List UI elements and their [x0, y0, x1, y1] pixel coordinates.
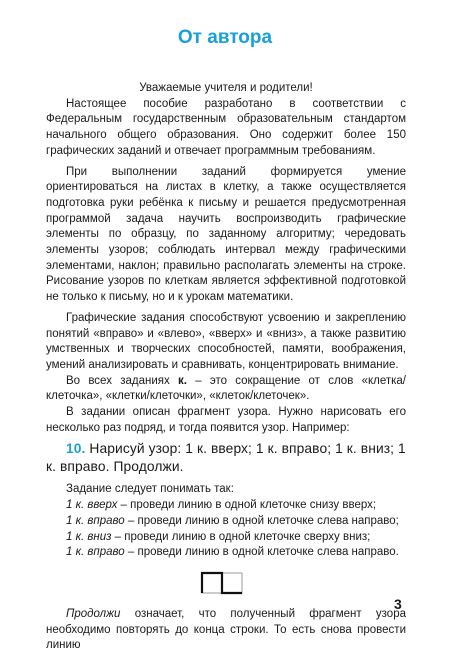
step-desc: – проведи линию в одной клеточке слева направо;	[124, 514, 399, 527]
task-number: 10.	[66, 441, 86, 457]
paragraph-2: При выполнении заданий формируется умение ориентироваться на листах в клетку, а также осуществляется подготовка руки ребёнка к письму и решается предусмотренная программой задача научить воспроизводить графические элементы по образцу, по заданному алгоритму; чередовать элементы узоров; соблюдать интервал между графическими элементами, наклон; правильно располагать элементы на строке. Рисование узоров по клеткам является эффективной подготовкой не только к письму, но и к урокам математики.	[46, 165, 406, 304]
step-row	[46, 514, 406, 530]
paragraph-continue	[46, 607, 406, 654]
greeting: Уважаемые учителя и родители!	[139, 82, 313, 94]
paragraph-abbrev	[46, 374, 406, 405]
step-term: 1 к. вверх	[66, 499, 118, 512]
step-term: 1 к. вправо	[66, 546, 125, 559]
step-desc: – проведи линию в одной клеточке снизу вверх;	[117, 499, 377, 512]
step-desc: – проведи линию в одной клеточке слева направо.	[124, 546, 399, 559]
body-text	[46, 81, 406, 654]
abbrev-bold: к.	[178, 374, 187, 387]
pattern-drawing	[198, 569, 258, 599]
grid-cell	[202, 573, 222, 593]
abbrev-before: Во всех заданиях	[66, 374, 178, 387]
continue-term: Продолжи	[66, 607, 121, 620]
step-row	[46, 545, 406, 561]
step-term: 1 к. вниз	[66, 530, 112, 543]
page-number: 3	[394, 596, 402, 612]
paragraph-1: Настоящее пособие разработано в соответствии с Федеральным государственным образовательным стандартом начального общего образования. Оно содержит более 150 графических заданий и отвечает программным требованиям.	[46, 97, 406, 157]
step-row	[46, 498, 406, 514]
task-text: Нарисуй узор: 1 к. вверх; 1 к. вправо; 1 к. вниз; 1 к. вправо. Продолжи.	[46, 441, 406, 475]
pattern-line	[202, 573, 242, 593]
page-title: От автора	[177, 27, 273, 48]
paragraph-3: Графические задания способствуют усвоению и закреплению понятий «вправо» и «влево», «вверх» и «вниз», а также развитию умственных и творческих способностей, памяти, воображения, умений анализировать и сравнивать, концентрировать внимание.	[46, 311, 406, 371]
paragraph-example-intro: В задании описан фрагмент узора. Нужно нарисовать его несколько раз подряд, и тогда появится узор. Например:	[46, 406, 406, 434]
abbrev-after: – это сокращение от слов «клетка/клеточка», «клетки/клеточки», «клеток/клеточек».	[46, 374, 406, 403]
continue-desc: означает, что полученный фрагмент узора необходимо повторять до конца строки. То есть снова провести линию	[46, 607, 406, 652]
step-term: 1 к. вправо	[66, 514, 125, 527]
step-desc: – проведи линию в одной клеточке сверху вниз;	[111, 530, 371, 543]
instruction: Задание следует понимать так:	[66, 483, 234, 496]
pattern-figure	[46, 561, 406, 607]
grid-cell	[222, 573, 242, 593]
step-row	[46, 530, 406, 546]
task-example	[46, 440, 406, 476]
